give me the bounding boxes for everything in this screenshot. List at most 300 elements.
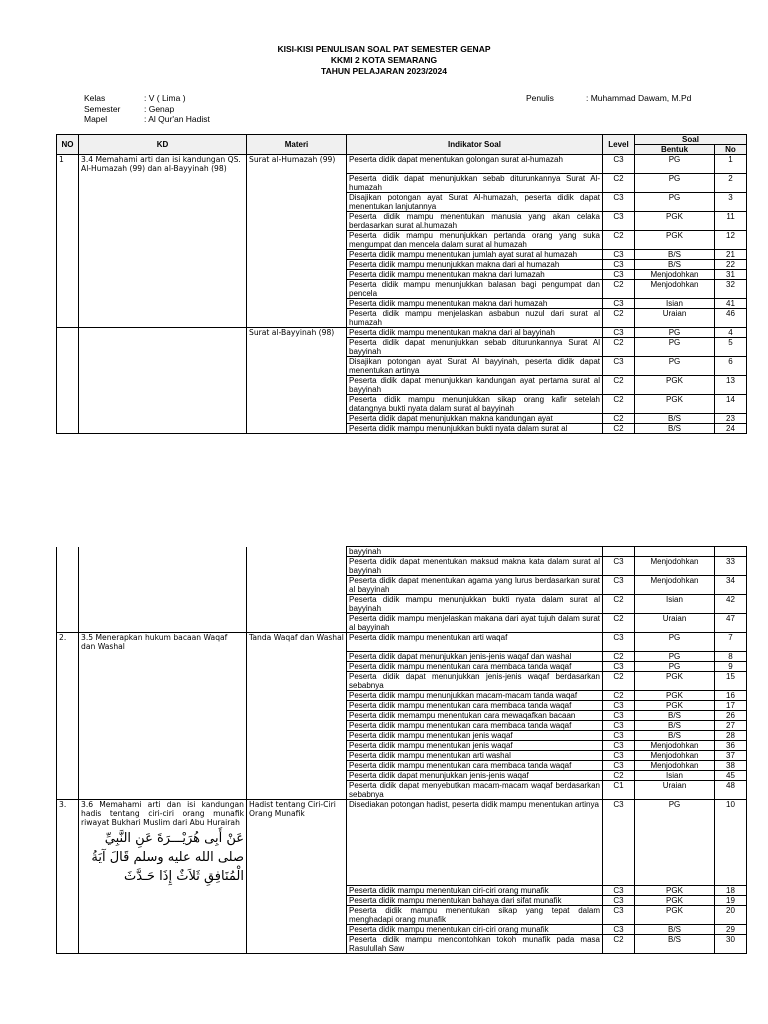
bentuk-cell: PGK xyxy=(635,671,715,690)
no-cell xyxy=(57,327,79,337)
kd-cell xyxy=(79,780,247,799)
indikator-cell: Peserta didik mampu menunjukkan bukti nyata dalam surat al xyxy=(347,423,603,433)
level-cell: C2 xyxy=(603,935,635,954)
header-no: NO xyxy=(57,135,79,155)
kd-cell xyxy=(79,730,247,740)
level-cell: C3 xyxy=(603,661,635,671)
nomor-cell: 48 xyxy=(715,780,747,799)
penulis-value: : Muhammad Dawam, M.Pd xyxy=(586,93,692,103)
materi-cell xyxy=(247,906,347,925)
semester-label: Semester xyxy=(84,103,121,114)
title-line-2: KKMI 2 KOTA SEMARANG xyxy=(330,55,438,65)
author-info xyxy=(526,93,691,104)
indikator-cell: Peserta didik mampu menentukan ciri-ciri orang munafik xyxy=(347,925,603,935)
level-cell: C2 xyxy=(603,279,635,298)
kd-cell xyxy=(79,279,247,298)
bentuk-cell: PGK xyxy=(635,700,715,710)
bentuk-cell: PGK xyxy=(635,375,715,394)
nomor-cell: 38 xyxy=(715,760,747,770)
nomor-cell: 4 xyxy=(715,327,747,337)
kd-cell xyxy=(79,906,247,925)
indikator-cell: Peserta didik mampu menentukan cara membaca tanda waqaf xyxy=(347,661,603,671)
bentuk-cell: Isian xyxy=(635,595,715,614)
table-row xyxy=(57,614,747,633)
materi-cell xyxy=(247,423,347,433)
indikator-cell: Peserta didik mampu menjelaskan makana dari ayat tujuh dalam surat al bayyinah xyxy=(347,614,603,633)
no-cell xyxy=(57,760,79,770)
materi-cell xyxy=(247,730,347,740)
level-cell: C2 xyxy=(603,394,635,413)
indikator-cell: Peserta didik mampu menentukan arti waqaf xyxy=(347,633,603,652)
materi-cell xyxy=(247,192,347,211)
no-cell xyxy=(57,259,79,269)
kd-cell xyxy=(79,896,247,906)
table-row xyxy=(57,269,747,279)
bentuk-cell: PG xyxy=(635,633,715,652)
nomor-cell: 12 xyxy=(715,230,747,249)
table-row xyxy=(57,230,747,249)
level-cell: C3 xyxy=(603,259,635,269)
level-cell: C3 xyxy=(603,298,635,308)
indikator-cell: Disajikan potongan ayat Surat Al bayyinah, peserta didik dapat menentukan artinya xyxy=(347,356,603,375)
materi-cell xyxy=(247,690,347,700)
nomor-cell: 6 xyxy=(715,356,747,375)
no-cell xyxy=(57,375,79,394)
kd-cell xyxy=(79,760,247,770)
table-row xyxy=(57,651,747,661)
nomor-cell: 27 xyxy=(715,720,747,730)
bentuk-cell: B/S xyxy=(635,710,715,720)
bentuk-cell: PG xyxy=(635,327,715,337)
indikator-cell: bayyinah xyxy=(347,547,603,557)
bentuk-cell: Uraian xyxy=(635,614,715,633)
table-row xyxy=(57,740,747,750)
table-row xyxy=(57,925,747,935)
nomor-cell: 30 xyxy=(715,935,747,954)
materi-cell xyxy=(247,375,347,394)
materi-cell xyxy=(247,760,347,770)
level-cell: C3 xyxy=(603,576,635,595)
bentuk-cell: PG xyxy=(635,173,715,192)
no-cell xyxy=(57,770,79,780)
nomor-cell: 7 xyxy=(715,633,747,652)
bentuk-cell: B/S xyxy=(635,413,715,423)
table-row xyxy=(57,375,747,394)
materi-cell xyxy=(247,576,347,595)
materi-cell xyxy=(247,935,347,954)
bentuk-cell: PG xyxy=(635,192,715,211)
no-cell xyxy=(57,547,79,557)
kelas-value: : V ( Lima ) xyxy=(144,93,186,103)
bentuk-cell: Isian xyxy=(635,298,715,308)
no-cell xyxy=(57,173,79,192)
level-cell: C3 xyxy=(603,249,635,259)
table-row xyxy=(57,633,747,652)
indikator-cell: Peserta didik dapat menyebutkan macam-macam waqaf berdasarkan sebabnya xyxy=(347,780,603,799)
materi-cell xyxy=(247,259,347,269)
kd-cell xyxy=(79,413,247,423)
table-row xyxy=(57,595,747,614)
materi-cell xyxy=(247,394,347,413)
kd-cell xyxy=(79,671,247,690)
nomor-cell: 11 xyxy=(715,211,747,230)
nomor-cell: 31 xyxy=(715,269,747,279)
materi-cell: Surat al-Humazah (99) xyxy=(247,155,347,174)
nomor-cell: 16 xyxy=(715,690,747,700)
bentuk-cell: Menjodohkan xyxy=(635,750,715,760)
nomor-cell: 29 xyxy=(715,925,747,935)
indikator-cell: Peserta didik mampu menunjukkan makna dari al humazah xyxy=(347,259,603,269)
table-row xyxy=(57,155,747,174)
document-title xyxy=(0,44,768,77)
header-indikator: Indikator Soal xyxy=(347,135,603,155)
indikator-cell: Peserta didik mampu menentukan makna dari lumazah xyxy=(347,269,603,279)
materi-cell xyxy=(247,710,347,720)
no-cell xyxy=(57,595,79,614)
kd-cell xyxy=(79,423,247,433)
nomor-cell: 8 xyxy=(715,651,747,661)
indikator-cell: Peserta didik mampu menentukan jenis waqaf xyxy=(347,730,603,740)
no-cell xyxy=(57,230,79,249)
kd-cell xyxy=(79,337,247,356)
materi-cell xyxy=(247,896,347,906)
indikator-cell: Peserta didik mampu menentukan bahaya dari sifat munafik xyxy=(347,896,603,906)
materi-cell xyxy=(247,886,347,896)
header-soal: Soal xyxy=(635,135,747,145)
indikator-cell: Peserta didik mampu menunjukkan bukti nyata dalam surat al bayyinah xyxy=(347,595,603,614)
level-cell: C3 xyxy=(603,720,635,730)
level-cell: C3 xyxy=(603,269,635,279)
materi-cell xyxy=(247,269,347,279)
materi-cell xyxy=(247,740,347,750)
table-row xyxy=(57,557,747,576)
indikator-cell: Disediakan potongan hadist, peserta didik mampu menentukan artinya xyxy=(347,799,603,886)
bentuk-cell: Menjodohkan xyxy=(635,576,715,595)
mapel-label: Mapel xyxy=(84,114,108,124)
nomor-cell: 37 xyxy=(715,750,747,760)
no-cell xyxy=(57,710,79,720)
nomor-cell: 26 xyxy=(715,710,747,720)
indikator-cell: Peserta didik dapat menunjukkan sebab diturunkannya Surat Al-humazah xyxy=(347,173,603,192)
materi-cell xyxy=(247,308,347,327)
nomor-cell: 10 xyxy=(715,799,747,886)
materi-cell xyxy=(247,661,347,671)
no-cell xyxy=(57,298,79,308)
kd-cell: 3.4 Memahami arti dan isi kandungan QS. Al-Humazah (99) dan al-Bayyinah (98) xyxy=(79,155,247,174)
table-row xyxy=(57,576,747,595)
materi-cell xyxy=(247,750,347,760)
bentuk-cell: B/S xyxy=(635,423,715,433)
kd-cell xyxy=(79,595,247,614)
table-row xyxy=(57,423,747,433)
no-cell xyxy=(57,886,79,896)
no-cell xyxy=(57,356,79,375)
bentuk-cell: B/S xyxy=(635,720,715,730)
no-cell xyxy=(57,249,79,259)
bentuk-cell: Uraian xyxy=(635,780,715,799)
no-cell xyxy=(57,750,79,760)
indikator-cell: Peserta didik mampu menentukan jumlah ayat surat al humazah xyxy=(347,249,603,259)
kd-text: 3.6 Memahami arti dan isi kandungan hadis tentang ciri-ciri orang munafik riwayat Bukhari Muslim dari Abu Hurairah xyxy=(81,799,244,827)
level-cell: C3 xyxy=(603,730,635,740)
header-bentuk: Bentuk xyxy=(635,145,715,155)
table-row xyxy=(57,750,747,760)
level-cell: C3 xyxy=(603,633,635,652)
kd-cell xyxy=(79,259,247,269)
indikator-cell: Peserta didik mampu menentukan makna dari humazah xyxy=(347,298,603,308)
level-cell: C2 xyxy=(603,690,635,700)
nomor-cell: 1 xyxy=(715,155,747,174)
nomor-cell: 32 xyxy=(715,279,747,298)
level-cell: C3 xyxy=(603,192,635,211)
level-cell: C3 xyxy=(603,740,635,750)
level-cell: C3 xyxy=(603,211,635,230)
materi-cell xyxy=(247,298,347,308)
no-cell xyxy=(57,423,79,433)
bentuk-cell: PGK xyxy=(635,886,715,896)
kd-cell xyxy=(79,925,247,935)
no-cell xyxy=(57,925,79,935)
nomor-cell: 41 xyxy=(715,298,747,308)
level-cell xyxy=(603,547,635,557)
kd-cell xyxy=(79,886,247,896)
bentuk-cell: PGK xyxy=(635,211,715,230)
level-cell: C3 xyxy=(603,750,635,760)
kd-cell xyxy=(79,740,247,750)
materi-cell xyxy=(247,413,347,423)
bentuk-cell: PG xyxy=(635,356,715,375)
nomor-cell: 9 xyxy=(715,661,747,671)
penulis-label: Penulis xyxy=(526,93,554,103)
no-cell: 3. xyxy=(57,799,79,886)
level-cell: C3 xyxy=(603,557,635,576)
nomor-cell: 14 xyxy=(715,394,747,413)
nomor-cell: 17 xyxy=(715,700,747,710)
title-line-3: TAHUN PELAJARAN 2023/2024 xyxy=(321,66,447,76)
kd-cell xyxy=(79,651,247,661)
bentuk-cell: PG xyxy=(635,155,715,174)
nomor-cell: 28 xyxy=(715,730,747,740)
materi-cell xyxy=(247,356,347,375)
semester-value: : Genap xyxy=(144,103,175,114)
no-cell xyxy=(57,308,79,327)
header-nomor: No xyxy=(715,145,747,155)
kd-arabic-hadith: عَنْ أَبِى هُرَيْـــرَةَ عَنِ النَّبِيِّ صلى الله عليه وسلم قَالَ آيَةُ الْمُنَافِقِ ثَلاَثٌ إِذَا حَـدَّثَ xyxy=(91,830,244,884)
table-row xyxy=(57,547,747,557)
no-cell xyxy=(57,671,79,690)
materi-cell xyxy=(247,780,347,799)
kd-cell xyxy=(79,576,247,595)
level-cell: C3 xyxy=(603,356,635,375)
kd-cell xyxy=(79,356,247,375)
no-cell xyxy=(57,576,79,595)
bentuk-cell: PGK xyxy=(635,896,715,906)
nomor-cell: 13 xyxy=(715,375,747,394)
no-cell xyxy=(57,740,79,750)
bentuk-cell: PG xyxy=(635,337,715,356)
kd-cell xyxy=(79,770,247,780)
table-row xyxy=(57,327,747,337)
materi-cell xyxy=(247,671,347,690)
nomor-cell: 18 xyxy=(715,886,747,896)
table-row xyxy=(57,413,747,423)
level-cell: C1 xyxy=(603,780,635,799)
indikator-cell: Peserta didik memampu menentukan cara mewaqafkan bacaan xyxy=(347,710,603,720)
materi-cell: Hadist tentang Ciri-Ciri Orang Munafik xyxy=(247,799,347,886)
header-materi: Materi xyxy=(247,135,347,155)
level-cell: C2 xyxy=(603,413,635,423)
no-cell xyxy=(57,192,79,211)
kd-cell xyxy=(79,799,247,886)
no-cell xyxy=(57,394,79,413)
table-row xyxy=(57,671,747,690)
no-cell xyxy=(57,935,79,954)
kd-cell xyxy=(79,614,247,633)
indikator-cell: Peserta didik dapat menunjukkan makna kandungan ayat xyxy=(347,413,603,423)
level-cell: C2 xyxy=(603,230,635,249)
indikator-cell: Peserta didik mampu menunjukkan sikap orang kafir setelah datangnya bukti nyata dalam surat al bayyinah xyxy=(347,394,603,413)
nomor-cell: 22 xyxy=(715,259,747,269)
table-row xyxy=(57,720,747,730)
table-row xyxy=(57,259,747,269)
kd-cell xyxy=(79,308,247,327)
no-cell xyxy=(57,337,79,356)
nomor-cell: 34 xyxy=(715,576,747,595)
bentuk-cell: B/S xyxy=(635,730,715,740)
no-cell xyxy=(57,690,79,700)
bentuk-cell: PGK xyxy=(635,690,715,700)
bentuk-cell: B/S xyxy=(635,925,715,935)
kd-cell xyxy=(79,690,247,700)
indikator-cell: Peserta didik dapat menentukan golongan surat al-humazah xyxy=(347,155,603,174)
no-cell xyxy=(57,906,79,925)
nomor-cell: 46 xyxy=(715,308,747,327)
indikator-cell: Peserta didik mampu menentukan arti washal xyxy=(347,750,603,760)
table-row xyxy=(57,906,747,925)
level-cell: C2 xyxy=(603,173,635,192)
bentuk-cell: PGK xyxy=(635,906,715,925)
nomor-cell: 5 xyxy=(715,337,747,356)
materi-cell xyxy=(247,700,347,710)
no-cell xyxy=(57,279,79,298)
table-row xyxy=(57,356,747,375)
table-row xyxy=(57,710,747,720)
materi-cell xyxy=(247,557,347,576)
bentuk-cell: Menjodohkan xyxy=(635,269,715,279)
table-row xyxy=(57,192,747,211)
no-cell xyxy=(57,780,79,799)
kisi-table-page-1 xyxy=(56,134,747,434)
indikator-cell: Peserta didik mampu menunjukkan balasan bagi pengumpat dan pencela xyxy=(347,279,603,298)
bentuk-cell: PG xyxy=(635,799,715,886)
kd-cell xyxy=(79,192,247,211)
materi-cell xyxy=(247,651,347,661)
nomor-cell: 33 xyxy=(715,557,747,576)
no-cell xyxy=(57,720,79,730)
indikator-cell: Peserta didik mampu menjelaskan asbabun nuzul dari surat al humazah xyxy=(347,308,603,327)
level-cell: C3 xyxy=(603,799,635,886)
table-row xyxy=(57,308,747,327)
no-cell xyxy=(57,557,79,576)
bentuk-cell: Menjodohkan xyxy=(635,279,715,298)
bentuk-cell: Menjodohkan xyxy=(635,760,715,770)
indikator-cell: Peserta didik mampu menentukan ciri-ciri orang munafik xyxy=(347,886,603,896)
table-row xyxy=(57,760,747,770)
indikator-cell: Peserta didik dapat menentukan agama yang lurus berdasarkan surat al bayyinah xyxy=(347,576,603,595)
table-row xyxy=(57,799,747,886)
level-cell: C3 xyxy=(603,906,635,925)
level-cell: C2 xyxy=(603,595,635,614)
indikator-cell: Disajikan potongan ayat Surat Al-humazah, peserta didik dapat menentukan lanjutannya xyxy=(347,192,603,211)
indikator-cell: Peserta didik mampu menentukan cara membaca tanda waqaf xyxy=(347,700,603,710)
materi-cell xyxy=(247,173,347,192)
no-cell xyxy=(57,730,79,740)
table-row xyxy=(57,337,747,356)
title-line-1: KISI-KISI PENULISAN SOAL PAT SEMESTER GENAP xyxy=(277,44,491,54)
level-cell: C3 xyxy=(603,886,635,896)
level-cell: C3 xyxy=(603,896,635,906)
materi-cell xyxy=(247,547,347,557)
kd-cell xyxy=(79,935,247,954)
indikator-cell: Peserta didik dapat menunjukkan jenis-jenis waqaf dan washal xyxy=(347,651,603,661)
table-row xyxy=(57,780,747,799)
kd-cell xyxy=(79,230,247,249)
bentuk-cell: B/S xyxy=(635,249,715,259)
nomor-cell: 47 xyxy=(715,614,747,633)
indikator-cell: Peserta didik dapat menunjukkan sebab diturunkannya Surat Al bayyinah xyxy=(347,337,603,356)
table-row xyxy=(57,279,747,298)
nomor-cell: 20 xyxy=(715,906,747,925)
table-row xyxy=(57,770,747,780)
bentuk-cell: Menjodohkan xyxy=(635,740,715,750)
level-cell: C2 xyxy=(603,375,635,394)
kd-cell xyxy=(79,249,247,259)
nomor-cell: 15 xyxy=(715,671,747,690)
level-cell: C2 xyxy=(603,770,635,780)
kd-cell: 3.5 Menerapkan hukum bacaan Waqaf dan Washal xyxy=(79,633,247,652)
bentuk-cell: B/S xyxy=(635,935,715,954)
kd-cell xyxy=(79,375,247,394)
indikator-cell: Peserta didik mampu menentukan jenis waqaf xyxy=(347,740,603,750)
level-cell: C3 xyxy=(603,155,635,174)
bentuk-cell xyxy=(635,547,715,557)
nomor-cell: 42 xyxy=(715,595,747,614)
materi-cell: Tanda Waqaf dan Washal xyxy=(247,633,347,652)
no-cell xyxy=(57,896,79,906)
no-cell xyxy=(57,700,79,710)
nomor-cell: 45 xyxy=(715,770,747,780)
level-cell: C2 xyxy=(603,423,635,433)
indikator-cell: Peserta didik mampu menunjukkan macam-macam tanda waqaf xyxy=(347,690,603,700)
level-cell: C3 xyxy=(603,710,635,720)
no-cell: 2. xyxy=(57,633,79,652)
indikator-cell: Peserta didik dapat menentukan maksud makna kata dalam surat al bayyinah xyxy=(347,557,603,576)
table-row xyxy=(57,886,747,896)
no-cell xyxy=(57,651,79,661)
level-cell: C2 xyxy=(603,614,635,633)
table-row xyxy=(57,700,747,710)
level-cell: C2 xyxy=(603,308,635,327)
indikator-cell: Peserta didik dapat menunjukkan kandungan ayat pertama surat al bayyinah xyxy=(347,375,603,394)
kd-cell xyxy=(79,720,247,730)
no-cell xyxy=(57,269,79,279)
materi-cell xyxy=(247,211,347,230)
bentuk-cell: PG xyxy=(635,661,715,671)
level-cell: C2 xyxy=(603,337,635,356)
bentuk-cell: PG xyxy=(635,651,715,661)
nomor-cell xyxy=(715,547,747,557)
header-level: Level xyxy=(603,135,635,155)
